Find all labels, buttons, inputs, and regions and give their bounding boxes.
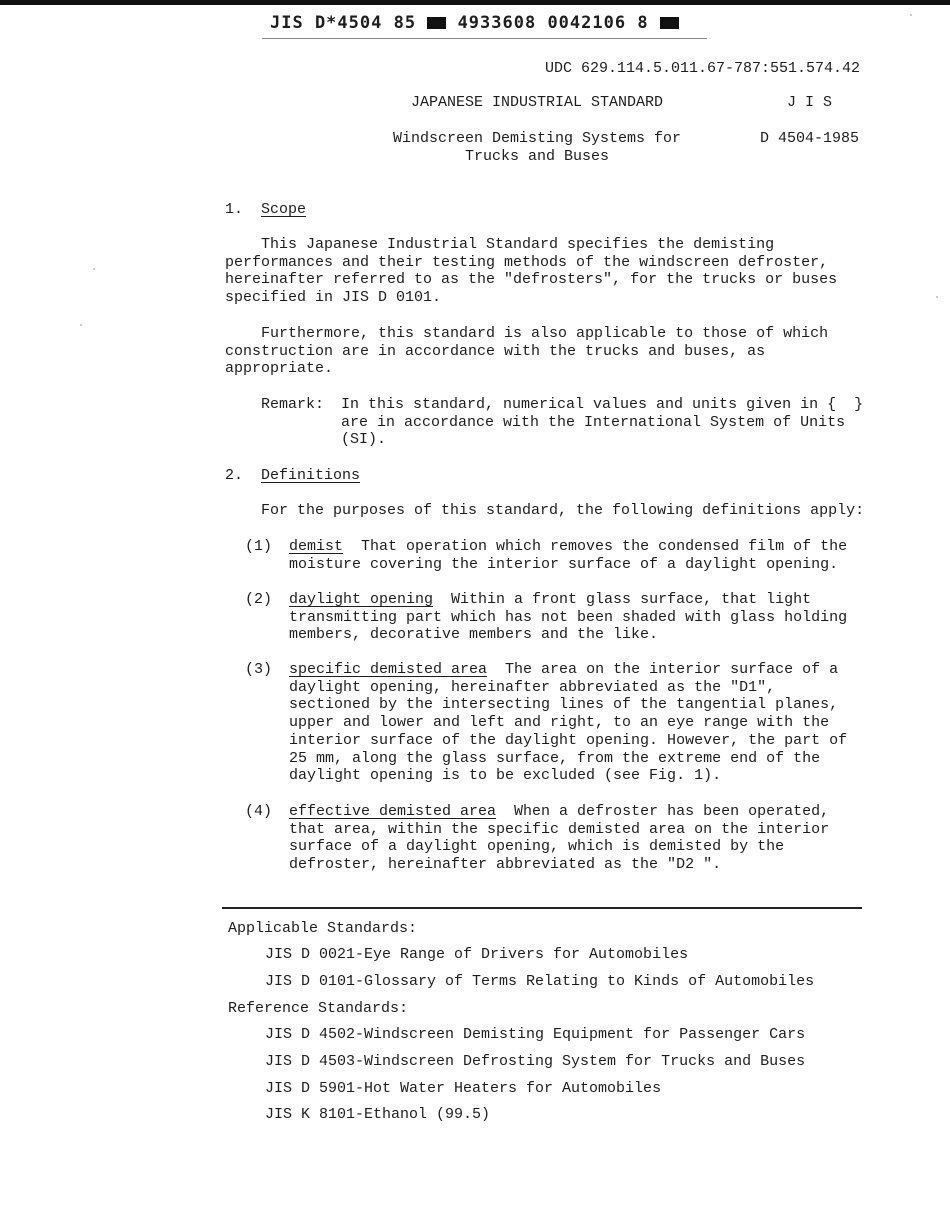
definition-specific-demisted-area: specific demisted area The area on the interior surface of a daylight opening, hereinafter abbreviated as the "D1", sectioned by the intersecting lines of the tangential planes, upper and lower and left and right, to an eye range with the interior surface of the daylight opening. However, the part of 25 mm, along the glass surface, from the extreme end of the daylight opening is to be excluded (see Fig. 1). bbox=[289, 661, 848, 785]
scan-speck bbox=[936, 296, 938, 298]
footnote-divider bbox=[222, 907, 862, 909]
barcode-rule bbox=[262, 38, 707, 39]
scope-paragraph-2: Furthermore, this standard is also applicable to those of which construction are in accordance with the trucks and buses, as appropriate. bbox=[225, 325, 829, 378]
scan-speck bbox=[80, 324, 82, 326]
section-heading-scope: Scope bbox=[261, 201, 307, 218]
standard-org: JAPANESE INDUSTRIAL STANDARD bbox=[411, 94, 664, 111]
section-number: 1. bbox=[225, 201, 244, 218]
definition-term: specific demisted area bbox=[289, 661, 488, 678]
jis-mark: J I S bbox=[787, 94, 833, 111]
udc-number: UDC 629.114.5.011.67-787:551.574.42 bbox=[545, 60, 861, 77]
applicable-standards-label: Applicable Standards: bbox=[228, 920, 418, 937]
definition-number: (2) bbox=[245, 591, 273, 608]
reference-standard-item: JIS D 5901-Hot Water Heaters for Automobiles bbox=[265, 1080, 662, 1097]
scope-paragraph-1: This Japanese Industrial Standard specifies the demisting performances and their testing methods of the windscreen defroster, hereinafter referred to as the "defrosters", for the trucks or buses specified in JIS D 0101. bbox=[225, 236, 838, 307]
definition-number: (4) bbox=[245, 803, 273, 820]
definition-number: (1) bbox=[245, 538, 273, 555]
definition-term: demist bbox=[289, 538, 344, 555]
remark-label: Remark: bbox=[261, 396, 325, 413]
remark-text: In this standard, numerical values and units given in { } are in accordance with the International System of Units (SI). bbox=[341, 396, 864, 449]
doc-title-line2: Trucks and Buses bbox=[465, 148, 610, 165]
reference-standard-item: JIS D 4502-Windscreen Demisting Equipment for Passenger Cars bbox=[265, 1026, 806, 1043]
applicable-standard-item: JIS D 0021-Eye Range of Drivers for Automobiles bbox=[265, 946, 689, 963]
reference-standard-item: JIS K 8101-Ethanol (99.5) bbox=[265, 1106, 491, 1123]
definition-daylight-opening: daylight opening Within a front glass surface, that light transmitting part which has not been shaded with glass holding members, decorative members and the like. bbox=[289, 591, 848, 644]
section-heading-definitions: Definitions bbox=[261, 467, 361, 484]
barcode-code-left: JIS D*4504 85 bbox=[270, 13, 417, 33]
reference-standard-item: JIS D 4503-Windscreen Defrosting System for Trucks and Buses bbox=[265, 1053, 806, 1070]
definition-term: effective demisted area bbox=[289, 803, 497, 820]
reference-standards-label: Reference Standards: bbox=[228, 1000, 409, 1017]
doc-title-line1: Windscreen Demisting Systems for bbox=[393, 130, 682, 147]
doc-number: D 4504-1985 bbox=[760, 130, 860, 147]
applicable-standard-item: JIS D 0101-Glossary of Terms Relating to Kinds of Automobiles bbox=[265, 973, 815, 990]
definitions-intro: For the purposes of this standard, the following definitions apply: bbox=[261, 502, 865, 519]
barcode-block-icon bbox=[660, 17, 679, 29]
section-number: 2. bbox=[225, 467, 244, 484]
barcode-block-icon bbox=[427, 17, 446, 29]
definition-term: daylight opening bbox=[289, 591, 434, 608]
definition-demist: demist That operation which removes the condensed film of the moisture covering the interior surface of a daylight opening. bbox=[289, 538, 848, 573]
scan-speck bbox=[93, 268, 95, 270]
definition-number: (3) bbox=[245, 661, 273, 678]
scan-speck bbox=[910, 14, 912, 16]
scan-top-edge bbox=[0, 0, 950, 5]
barcode-code-right: 4933608 0042106 8 bbox=[457, 13, 649, 33]
definition-effective-demisted-area: effective demisted area When a defroster has been operated, that area, within the specific demisted area on the interior surface of a daylight opening, which is demisted by the defroster, hereinafter abbreviated as the "D2 ". bbox=[289, 803, 830, 874]
barcode-header bbox=[270, 13, 679, 33]
